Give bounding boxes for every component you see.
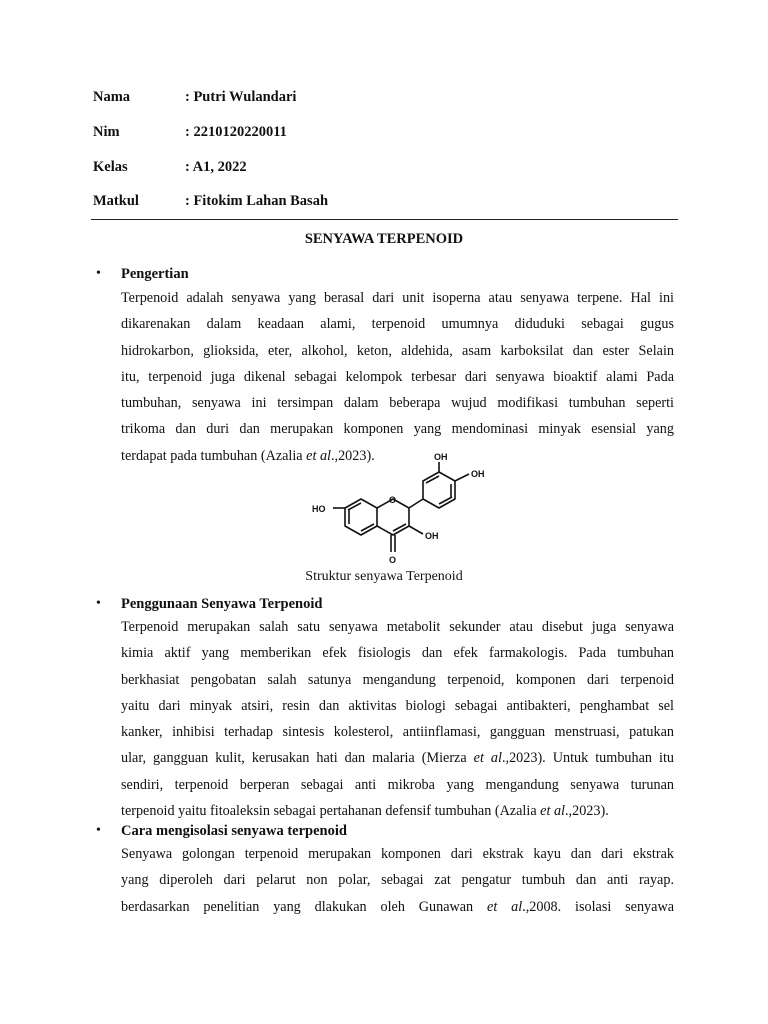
section-heading-pengertian: Pengertian <box>121 266 189 282</box>
text-line: yang diperoleh dari pelarut non polar, sebagai zat pengatur tumbuh dan anti rayap. <box>121 872 674 889</box>
text-line: berkhasiat pengobatan salah satunya mengandung terpenoid, komponen dari terpenoid <box>121 671 674 688</box>
italic-run: et al <box>540 803 565 820</box>
info-label: Nama <box>93 89 131 105</box>
figure-caption: Struktur senyawa Terpenoid <box>305 569 463 584</box>
info-label: Matkul <box>93 193 139 209</box>
bullet-icon: • <box>96 823 101 838</box>
info-value: : Fitokim Lahan Basah <box>185 193 329 209</box>
header-divider <box>91 219 678 220</box>
text-run: .,2023). <box>565 803 609 820</box>
document-title: SENYAWA TERPENOID <box>304 231 464 247</box>
text-line: hidrokarbon, glioksida, eter, alkohol, keton, aldehida, asam karboksilat dan ester Selain <box>121 342 674 359</box>
info-value: : 2210120220011 <box>185 124 287 140</box>
section-paragraph-penggunaan <box>121 614 674 824</box>
info-value: : A1, 2022 <box>185 159 247 175</box>
text-line: trikoma dan duri dan merupakan komponen yang mendominasi minyak esensial yang <box>121 421 674 438</box>
text-line: Senyawa golongan terpenoid merupakan komponen dari ekstrak kayu dan dari ekstrak <box>121 846 674 862</box>
label-o-carbonyl: O <box>389 555 397 565</box>
text-run: terpenoid yaitu fitoaleksin sebagai pertahanan defensif tumbuhan (Azalia <box>121 803 541 820</box>
text-line: tumbuhan, senyawa ini tersimpan dalam beberapa wujud modifikasi tumbuhan seperti <box>121 395 674 412</box>
text-run: ular, gangguan kulit, kerusakan hati dan malaria (Mierza <box>121 750 474 767</box>
text-line: dikarenakan dalam keadaan alami, terpenoid umumnya diduduki sebagai gugus <box>121 316 674 333</box>
label-o-ring: O <box>389 495 397 505</box>
text-run: .,2023). Untuk tumbuhan itu <box>501 750 674 767</box>
bullet-icon: • <box>96 266 101 281</box>
text-line: itu, terpenoid juga dikenal sebagai kelompok terbesar dari senyawa bioaktif alami Pada <box>121 368 674 385</box>
section-paragraph-isolasi <box>121 841 674 920</box>
section-paragraph-pengertian <box>121 285 674 469</box>
text-line: Terpenoid adalah senyawa yang berasal dari unit isoperna atau senyawa terpene. Hal ini <box>121 290 674 306</box>
info-value: : Putri Wulandari <box>185 89 297 105</box>
text-run: berdasarkan penelitian yang dlakukan oleh Gunawan <box>121 898 488 915</box>
section-heading-penggunaan: Penggunaan Senyawa Terpenoid <box>121 596 323 612</box>
info-label: Kelas <box>93 159 128 175</box>
text-line: yaitu dari minyak atsiri, resin dan aktivitas biologi sebagai antibakteri, penghambat sel <box>121 697 674 714</box>
label-ho: HO <box>312 504 326 514</box>
info-label: Nim <box>93 124 120 140</box>
text-line-citation <box>121 894 674 920</box>
text-run: .,2023). <box>330 447 375 464</box>
italic-run: et al <box>473 750 502 767</box>
text-line: sendiri, terpenoid berperan sebagai anti mikroba yang mengandung senyawa turunan <box>121 776 674 793</box>
label-oh-right: OH <box>471 469 485 479</box>
text-line-citation <box>121 745 674 771</box>
section-heading-isolasi: Cara mengisolasi senyawa terpenoid <box>121 823 347 839</box>
label-oh-top: OH <box>434 452 448 462</box>
text-line: kimia aktif yang memberikan efek fisiologis dan efek farmakologis. Pada tumbuhan <box>121 645 674 662</box>
italic-run: et al <box>306 447 331 464</box>
bullet-icon: • <box>96 596 101 611</box>
italic-run: et al <box>487 898 523 915</box>
text-run: .,2008. isolasi senyawa <box>522 898 674 915</box>
label-oh-bottom: OH <box>425 531 439 541</box>
text-run: terdapat pada tumbuhan (Azalia <box>121 447 307 464</box>
text-line: Terpenoid merupakan salah satu senyawa metabolit sekunder atau disebut juga senyawa <box>121 619 674 635</box>
text-line: kanker, inhibisi terhadap sintesis kolesterol, antiinflamasi, gangguan menstruasi, patukan <box>121 724 674 741</box>
